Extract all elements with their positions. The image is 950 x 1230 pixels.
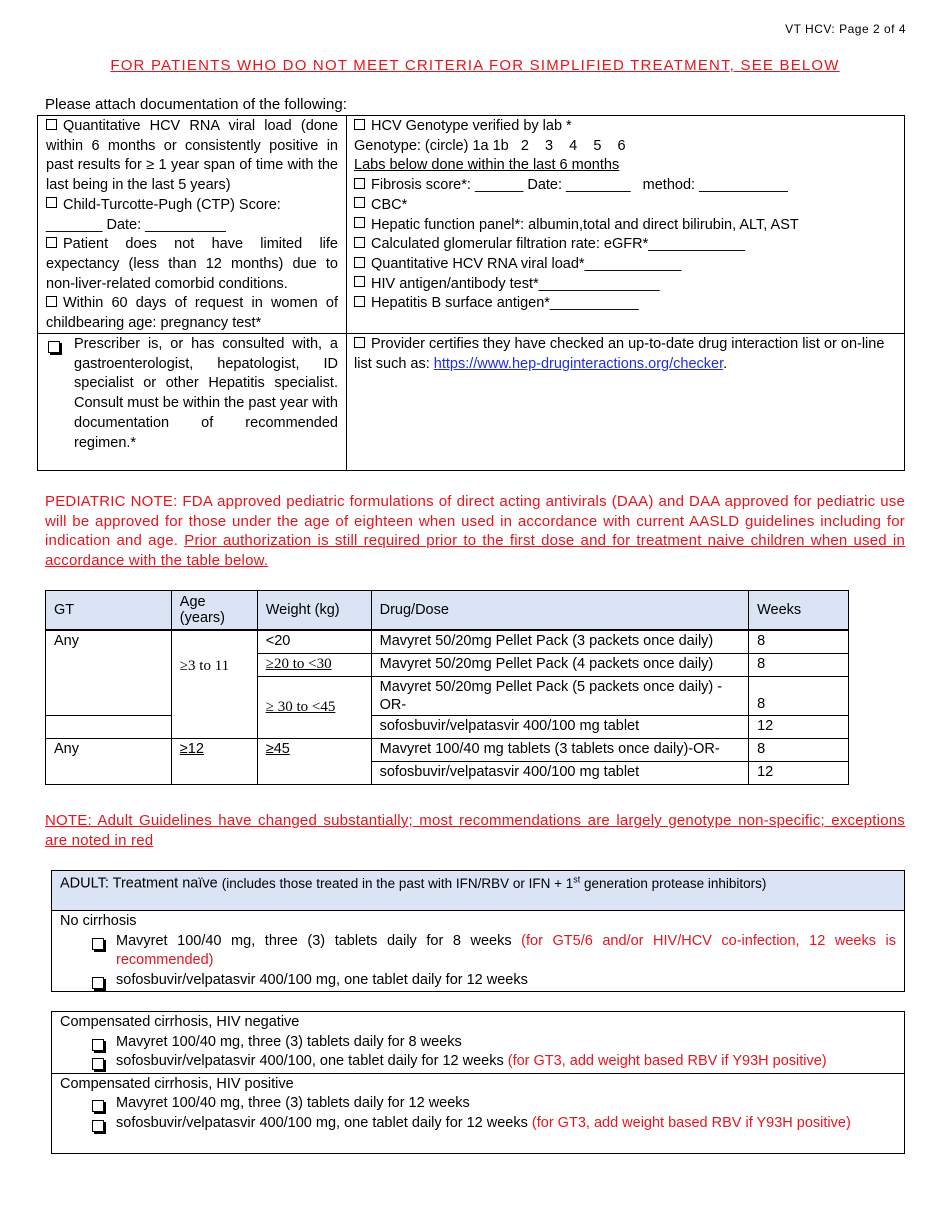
gt-cell: Any xyxy=(46,630,172,716)
documentation-checklist xyxy=(37,115,905,471)
adult-treatment-naive-box xyxy=(51,870,905,992)
pos-sofosbuvir-checkbox[interactable] xyxy=(92,1120,104,1132)
header-weight: Weight (kg) xyxy=(257,591,371,631)
genotype-circle: Genotype: (circle) 1a 1b 2 3 4 5 6 xyxy=(354,137,626,154)
table-row xyxy=(46,630,849,654)
labs-heading: Labs below done within the last 6 months xyxy=(354,157,620,174)
pregnancy-checkbox[interactable] xyxy=(46,296,57,307)
left-requirements xyxy=(46,117,338,334)
header-weeks: Weeks xyxy=(749,591,849,631)
table-row xyxy=(46,716,849,739)
weeks-cell: 12 xyxy=(749,716,849,739)
life-checkbox[interactable] xyxy=(46,237,57,248)
life-expectancy-item: Patient does not have limited life expectancy (less than 12 months) due to non-liver-related comorbid conditions. xyxy=(46,236,338,292)
weeks-cell: 12 xyxy=(749,762,849,785)
prescriber-item: Prescriber is, or has consulted with, a gastroenterologist, hepatologist, ID specialist or other Hepatitis specialist. Consult must be within the past year with documentation of recommended regimen.* xyxy=(46,335,338,453)
hiv-positive-heading: Compensated cirrhosis, HIV positive xyxy=(60,1075,294,1092)
adult-guidelines-note: NOTE: Adult Guidelines have changed substantially; most recommendations are largely genotype non-specific; exceptions are noted in red xyxy=(45,812,905,849)
fibrosis-checkbox[interactable] xyxy=(354,178,365,189)
no-cirrhosis-heading: No cirrhosis xyxy=(60,913,137,929)
neg-mavyret-checkbox[interactable] xyxy=(92,1039,104,1051)
gt-cell-empty xyxy=(46,716,172,739)
weight-cell: <20 xyxy=(257,630,371,654)
genotype-checkbox[interactable] xyxy=(354,119,365,130)
adult-box-title: ADULT: Treatment naïve (includes those treated in the past with IFN/RBV or IFN + 1st generation protease inhibitors) xyxy=(52,871,904,911)
list-item: Mavyret 100/40 mg, three (3) tablets daily for 8 weeks (for GT5/6 and/or HIV/HCV co-infection, 12 weeks is recommended) xyxy=(52,932,904,971)
drug-cell: Mavyret 50/20mg Pellet Pack (5 packets once daily) -OR- xyxy=(371,677,748,716)
rna-lab-checkbox[interactable] xyxy=(354,257,365,268)
list-item: Mavyret 100/40 mg, three (3) tablets daily for 12 weeks xyxy=(52,1094,904,1114)
cbc-checkbox[interactable] xyxy=(354,197,365,208)
ctp-checkbox[interactable] xyxy=(46,197,57,208)
pediatric-dosing-table xyxy=(45,590,849,785)
gt-cell: Any xyxy=(46,739,172,785)
weeks-cell: 8 xyxy=(749,677,849,716)
attach-instructions: Please attach documentation of the following: xyxy=(45,96,347,113)
list-item: sofosbuvir/velpatasvir 400/100 mg, one tablet daily for 12 weeks xyxy=(52,971,904,991)
header-drug: Drug/Dose xyxy=(371,591,748,631)
weight-cell: ≥20 to <30 xyxy=(257,654,371,677)
genotype-item: HCV Genotype verified by lab * xyxy=(354,117,899,137)
weeks-cell: 8 xyxy=(749,630,849,654)
table-header-row xyxy=(46,591,849,631)
compensated-cirrhosis-box xyxy=(51,1011,905,1154)
weight-cell: ≥45 xyxy=(257,739,371,785)
egfr-item: Calculated glomerular filtration rate: eGFR*____________ xyxy=(354,235,899,255)
provider-item: Provider certifies they have checked an up-to-date drug interaction list or on-line list such as: https://www.hep-druginteractions.org/checker. xyxy=(354,336,885,372)
list-item: sofosbuvir/velpatasvir 400/100 mg, one tablet daily for 12 weeks (for GT3, add weight based RBV if Y93H positive) xyxy=(52,1114,904,1134)
prescriber-checkbox[interactable] xyxy=(48,341,60,353)
drug-cell: Mavyret 50/20mg Pellet Pack (3 packets once daily) xyxy=(371,630,748,654)
header-age: Age (years) xyxy=(171,591,257,631)
page-number: VT HCV: Page 2 of 4 xyxy=(785,22,906,36)
mavyret-8wk-checkbox[interactable] xyxy=(92,938,104,950)
fibrosis-item: Fibrosis score*: ______ Date: ________ method: ___________ xyxy=(354,176,899,196)
neg-sofosbuvir-checkbox[interactable] xyxy=(92,1058,104,1070)
weeks-cell: 8 xyxy=(749,739,849,762)
pregnancy-item: Within 60 days of request in women of childbearing age: pregnancy test* xyxy=(46,295,338,332)
header-gt: GT xyxy=(46,591,172,631)
drug-cell: Mavyret 50/20mg Pellet Pack (4 packets once daily) xyxy=(371,654,748,677)
criteria-banner: FOR PATIENTS WHO DO NOT MEET CRITERIA FOR SIMPLIFIED TREATMENT, SEE BELOW xyxy=(110,57,840,74)
pos-mavyret-checkbox[interactable] xyxy=(92,1100,104,1112)
cbc-item: CBC* xyxy=(354,196,899,216)
hepb-item: Hepatitis B surface antigen*___________ xyxy=(354,294,899,314)
provider-checkbox[interactable] xyxy=(354,337,365,348)
hiv-checkbox[interactable] xyxy=(354,276,365,287)
rna-checkbox[interactable] xyxy=(46,119,57,130)
age-cell: ≥3 to 11 xyxy=(171,630,257,739)
hepb-checkbox[interactable] xyxy=(354,296,365,307)
hiv-item: HIV antigen/antibody test*_______________ xyxy=(354,275,899,295)
pediatric-note: PEDIATRIC NOTE: FDA approved pediatric formulations of direct acting antivirals (DAA) and DAA approved for pediatric use will be approved for those under the age of eighteen when used in accordance with current AASLD guidelines including for indication and age. Prior authorization is still required prior to the first dose and for treatment naive children when used in accordance with the table below. xyxy=(45,493,905,570)
age-cell: ≥12 xyxy=(171,739,257,785)
table-row xyxy=(46,739,849,762)
weight-cell: ≥ 30 to <45 xyxy=(257,677,371,739)
list-item: sofosbuvir/velpatasvir 400/100, one tablet daily for 12 weeks (for GT3, add weight based RBV if Y93H positive) xyxy=(52,1052,904,1072)
sofosbuvir-12wk-checkbox[interactable] xyxy=(92,977,104,989)
hepatic-item: Hepatic function panel*: albumin,total and direct bilirubin, ALT, AST xyxy=(354,216,899,236)
drug-interaction-link[interactable]: https://www.hep-druginteractions.org/checker xyxy=(433,355,724,372)
drug-cell: sofosbuvir/velpatasvir 400/100 mg tablet xyxy=(371,716,748,739)
egfr-checkbox[interactable] xyxy=(354,237,365,248)
hiv-negative-heading: Compensated cirrhosis, HIV negative xyxy=(60,1014,300,1030)
ctp-item: Child-Turcotte-Pugh (CTP) Score: _______ Date: __________ xyxy=(46,196,281,233)
right-requirements xyxy=(354,117,899,314)
hepatic-checkbox[interactable] xyxy=(354,217,365,228)
rna-lab-item: Quantitative HCV RNA viral load*____________ xyxy=(354,255,899,275)
rna-item: Quantitative HCV RNA viral load (done within 6 months or consistently positive in past results for ≥ 1 year span of time with the last being in the last 5 years) xyxy=(46,118,338,194)
drug-cell: sofosbuvir/velpatasvir 400/100 mg tablet xyxy=(371,762,748,785)
drug-cell: Mavyret 100/40 mg tablets (3 tablets once daily)-OR- xyxy=(371,739,748,762)
weeks-cell: 8 xyxy=(749,654,849,677)
list-item: Mavyret 100/40 mg, three (3) tablets daily for 8 weeks xyxy=(52,1033,904,1053)
